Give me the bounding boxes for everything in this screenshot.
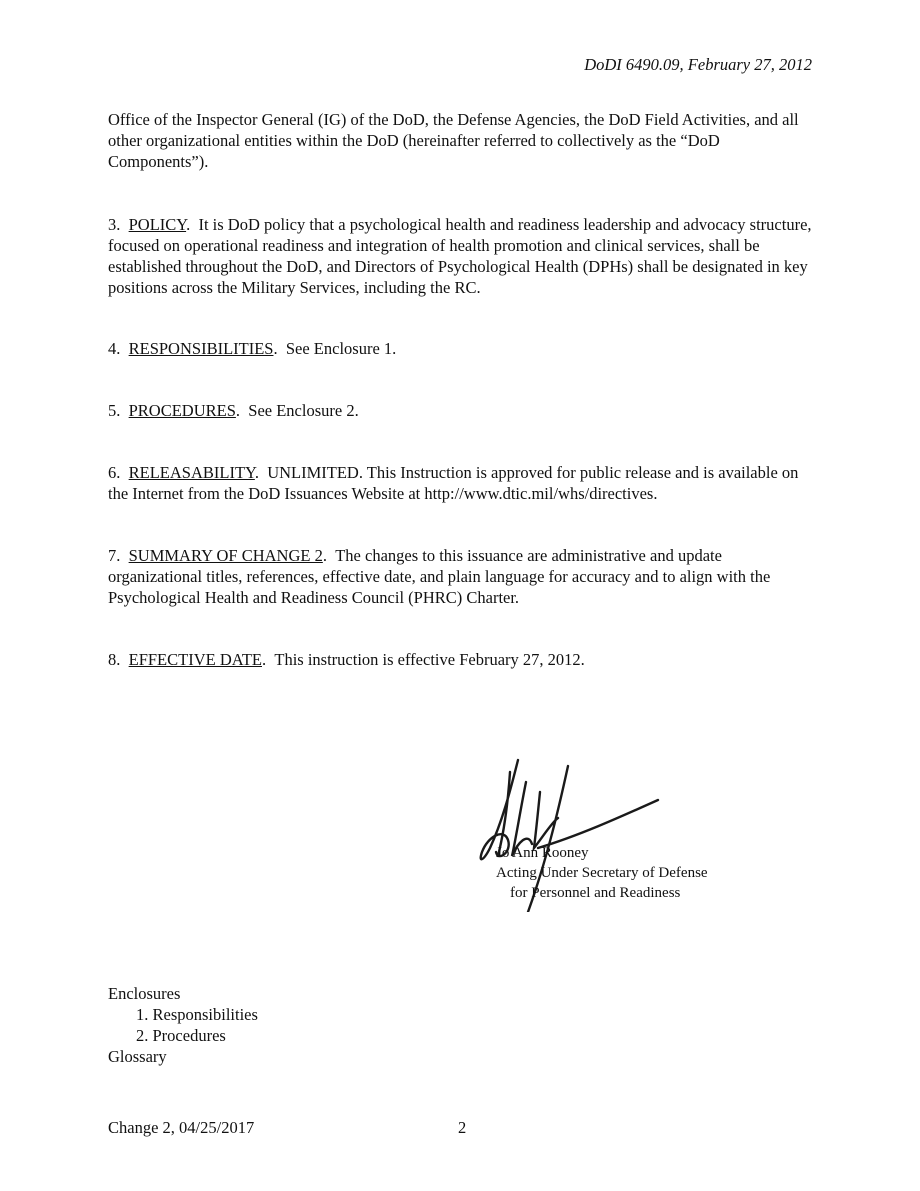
signer-title: Acting Under Secretary of Defense [496,865,708,881]
section-text: The changes to this issuance are administrative and update organizational titles, references, effective date, and plain language for accuracy and to align with the Psychological Health and Readiness Council (PHRC) Charter. [108,546,771,607]
section-summary-of-change: 7. SUMMARY OF CHANGE 2. The changes to this issuance are administrative and update organizational titles, references, effective date, and plain language for accuracy and to align with the Psychological Health and Readiness Council (PHRC) Charter. [108,546,771,607]
section-policy: 3. POLICY. It is DoD policy that a psychological health and readiness leadership and advocacy structure, focused on operational readiness and integration of health promotion and clinical services, shall be established throughout the DoD, and Directors of Psychological Health (DPHs) shall be designated in key positions across the Military Services, including the RC. [108,215,812,297]
page-number: 2 [458,1118,467,1137]
section-releasability: 6. RELEASABILITY. UNLIMITED. This Instruction is approved for public release and is available on the Internet from the DoD Issuances Website at http://www.dtic.mil/whs/directives. [108,463,799,503]
section-heading: EFFECTIVE DATE [128,650,262,669]
section-text: UNLIMITED. This Instruction is approved for public release and is available on the Internet from the DoD Issuances Website at http://www.dtic.mil/whs/directives. [108,463,799,503]
signature-block [496,843,708,903]
section-text: It is DoD policy that a psychological health and readiness leadership and advocacy structure, focused on operational readiness and integration of health promotion and clinical services, shall be established throughout the DoD, and Directors of Psychological Health (DPHs) shall be designated in key positions across the Military Services, including the RC. [108,215,812,297]
section-responsibilities: 4. RESPONSIBILITIES. See Enclosure 1. [108,339,397,358]
section-heading: RELEASABILITY [128,463,255,482]
section-heading: SUMMARY OF CHANGE 2 [128,546,323,565]
document-id-header: DoDI 6490.09, February 27, 2012 [584,55,812,74]
enclosure-item: 1. Responsibilities [136,1005,258,1024]
enclosures-list [108,983,258,1067]
section-text: This instruction is effective February 27, 2012. [274,650,585,669]
section-procedures: 5. PROCEDURES. See Enclosure 2. [108,401,359,420]
section-heading: RESPONSIBILITIES [128,339,274,358]
change-footer: Change 2, 04/25/2017 [108,1118,255,1137]
section-effective-date: 8. EFFECTIVE DATE. This instruction is effective February 27, 2012. [108,650,585,669]
signer-name: Jo Ann Rooney [496,845,589,861]
section-number: 7. [108,546,121,565]
section-text: See Enclosure 1. [285,339,397,358]
section-number: 5. [108,401,121,420]
enclosure-item: 2. Procedures [136,1026,226,1045]
section-number: 6. [108,463,121,482]
section-text: See Enclosure 2. [248,401,359,420]
section-number: 3. [108,215,121,234]
section-heading: POLICY [128,215,187,234]
glossary-label: Glossary [108,1047,167,1066]
section-number: 4. [108,339,121,358]
section-number: 8. [108,650,121,669]
signer-title-continued: for Personnel and Readiness [510,885,681,901]
section-heading: PROCEDURES [128,401,236,420]
intro-paragraph: Office of the Inspector General (IG) of the DoD, the Defense Agencies, the DoD Field Activities, and all other organizational entities within the DoD (hereinafter referred to collectively as the “DoD Components”). [108,110,799,171]
enclosures-heading: Enclosures [108,984,181,1003]
